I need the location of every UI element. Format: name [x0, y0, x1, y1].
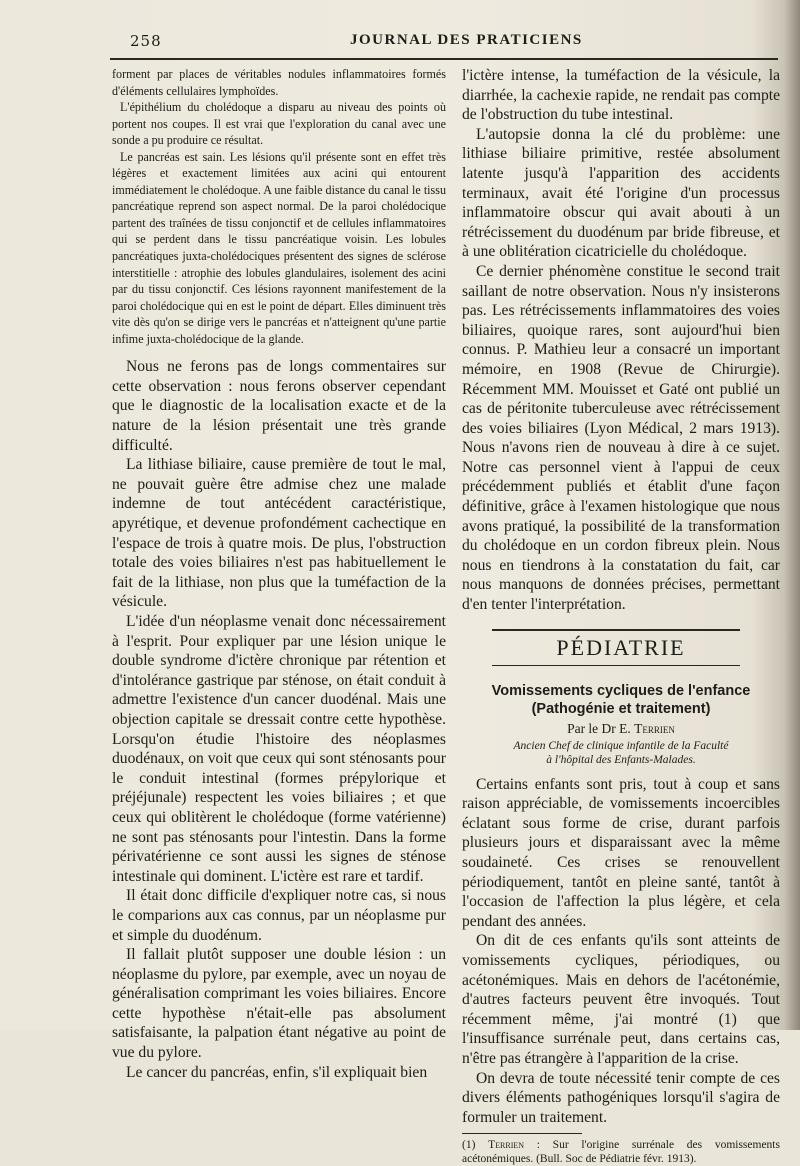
article-title-line: (Pathogénie et traitement)	[531, 700, 711, 717]
affiliation-line: Ancien Chef de clinique infantile de la Faculté	[513, 739, 729, 752]
journal-title: JOURNAL DES PRATICIENS	[350, 32, 583, 48]
footnote-text: : Sur l'origine surrénale des vomissements acétonémiques. (Bull. Soc de Pédiatrie févr. 1913).	[462, 1139, 780, 1166]
byline-author: Terrien	[634, 720, 675, 736]
footnote-marker: (1)	[462, 1139, 489, 1152]
body-paragraph: La lithiase biliaire, cause première de tout le mal, ne pouvait guère être admise chez une malade indemne de tout antécédent caractéristique, apyrétique, et devenue profondément cachectique en l'espace de trois à quatre mois. De plus, l'obstruction totale des voies biliaires n'est pas habituellement le fait de la lithiase, non plus que la tuméfaction de la vésicule.	[112, 456, 446, 611]
right-column	[462, 66, 780, 1166]
page-number: 258	[130, 32, 162, 50]
body-paragraph: L'autopsie donna la clé du problème: une lithiase biliaire primitive, restée absolument latente jusqu'à l'apparition des accidents terminaux, avait été l'origine d'un processus inflammatoire obscur qui avait abouti à un rétrécissement du duodénum par bride fibreuse, et à une oblitération cicatricielle du cholédoque.	[462, 125, 780, 261]
small-paragraph: L'épithélium du cholédoque a disparu au niveau des points où portent nos coupes. Il est vrai que l'exploration du canal avec une sonde a pu produire ce résultat.	[112, 100, 446, 148]
section-heading	[462, 629, 780, 666]
page-header	[110, 30, 778, 60]
left-column	[112, 66, 446, 1081]
body-paragraph: Il était donc difficile d'expliquer notre cas, si nous le comparions aux cas connus, par un néoplasme pur et simple du duodénum.	[112, 887, 446, 944]
article-title-line: Vomissements cycliques de l'enfance	[491, 682, 751, 699]
section-rule-bottom	[492, 665, 740, 666]
body-paragraph: On dit de ces enfants qu'ils sont atteints de vomissements cycliques, périodiques, ou acétonémiques. Mais en dehors de l'acétonémie, d'autres facteurs peuvent être invoqués. Tout récemment même, j'ai montré (1) que l'insuffisance surrénale peut, dans certains cas, n'être pas étrangère à l'apparition de la crise.	[462, 932, 780, 1067]
footnote	[462, 1138, 780, 1166]
section-title: PÉDIATRIE	[556, 634, 686, 660]
small-paragraph: forment par places de véritables nodules inflammatoires formés d'éléments cellulaires lymphoïdes.	[112, 67, 446, 98]
body-paragraph: L'idée d'un néoplasme venait donc nécessairement à l'esprit. Pour expliquer par une lésion unique le double syndrome d'ictère chronique par rétention et d'intolérance gastrique par sténose, on était conduit à admettre l'existence d'un cancer duodénal. Mais une objection capitale se dressait contre cette hypothèse. Lorsqu'on étudie l'histoire des néoplasmes duodénaux, on voit que ceux qui sont sténosants pour le conduit intestinal (formes prépylorique et préjéjunale) respectent les voies biliaires ; et que ceux qui oblitèrent le cholédoque (forme vatérienne) ne sont pas sténosants pour l'intestin. Dans la forme périvatérienne ce sont aussi les signes de sténose intestinale qui dominent. L'ictère est rare et tardif.	[112, 613, 446, 885]
body-paragraph: Le cancer du pancréas, enfin, s'il expliquait bien	[126, 1063, 428, 1081]
byline-prefix: Par le Dr E.	[567, 720, 635, 736]
body-paragraph: l'ictère intense, la tuméfaction de la vésicule, la diarrhée, la cachexie rapide, ne rendait pas compte de l'obstruction du tube intestinal.	[462, 67, 780, 124]
body-paragraph: Certains enfants sont pris, tout à coup et sans raison appréciable, de vomissements incoercibles éclatant sous forme de crise, durant parfois plusieurs jours et disparaissant avec la même soudaineté. Ces crises se renouvellent périodiquement, tantôt en pleine santé, tantôt à l'occasion de l'affection la plus légère, et cela pendant des années.	[462, 775, 780, 930]
footnote-author: Terrien	[488, 1139, 525, 1152]
article-affiliation	[462, 739, 780, 767]
article-byline	[462, 721, 780, 737]
body-paragraph: Ce dernier phénomène constitue le second trait saillant de notre observation. Nous n'y insisterons pas. Les rétrécissements inflammatoires des voies biliaires, quoique rares, sont aujourd'hui bien connus. P. Mathieu leur a consacré un important mémoire, en 1908 (Revue de Chirurgie). Récemment MM. Mouisset et Gaté ont publié un cas de péritonite tuberculeuse avec rétrécissement des voies biliaires (Lyon Médical, 2 mars 1913). Nous n'avons rien de nouveau à dire à ce sujet. Notre cas personnel vient à l'appui de ceux précédemment publiés et établit d'une façon définitive, grâce à l'examen histologique que nous avons pratiqué, la possibilité de la transformation du cholédoque en un cordon fibreux plein. Nous nous en tiendrons à la constatation du fait, car nous manquons de données précises, permettant d'en tenter l'interprétation.	[462, 262, 780, 614]
affiliation-line: à l'hôpital des Enfants-Malades.	[546, 753, 696, 766]
article-title	[462, 682, 780, 718]
body-paragraph: Il fallait plutôt supposer une double lésion : un néoplasme du pylore, par exemple, avec un noyau de généralisation comprimant les voies biliaires. Encore cette hypothèse n'était-elle pas absolument satisfaisante, la palpation étant négative au point de vue du pylore.	[112, 946, 446, 1062]
body-paragraph: On devra de toute nécessité tenir compte de ces divers éléments pathogéniques lorsqu'il s'agira de formuler un traitement.	[462, 1069, 780, 1126]
footnote-rule	[462, 1133, 582, 1134]
small-paragraph: Le pancréas est sain. Les lésions qu'il présente sont en effet très légères et exactement limitées aux acini qui entourent immédiatement le cholédoque. A une faible distance du canal le tissu pancréatique reprend son aspect normal. De la paroi cholédocique partent des traînées de tissu conjonctif et de cellules inflammatoires qui se perdent dans le tissu pancréatique voisin. Les lobules pancréatiques juxta-cholédociques présentent des signes de sclérose interstitielle : atrophie des lobules glandulaires, isolement des acini par du tissu conjonctif. Ces lésions rayonnent manifestement de la paroi cholédocique qui en est le point de départ. Elles diminuent très vite dès qu'on se dirige vers le pancréas et n'atteignent qu'une partie infime juxta-cholédocique de la glande.	[112, 149, 446, 346]
article-body	[462, 775, 780, 1128]
body-paragraph: Nous ne ferons pas de longs commentaires sur cette observation : nous ferons observer cependant que le diagnostic de la localisation exacte et de la nature de la lésion présentait une très grande difficulté.	[112, 358, 446, 454]
